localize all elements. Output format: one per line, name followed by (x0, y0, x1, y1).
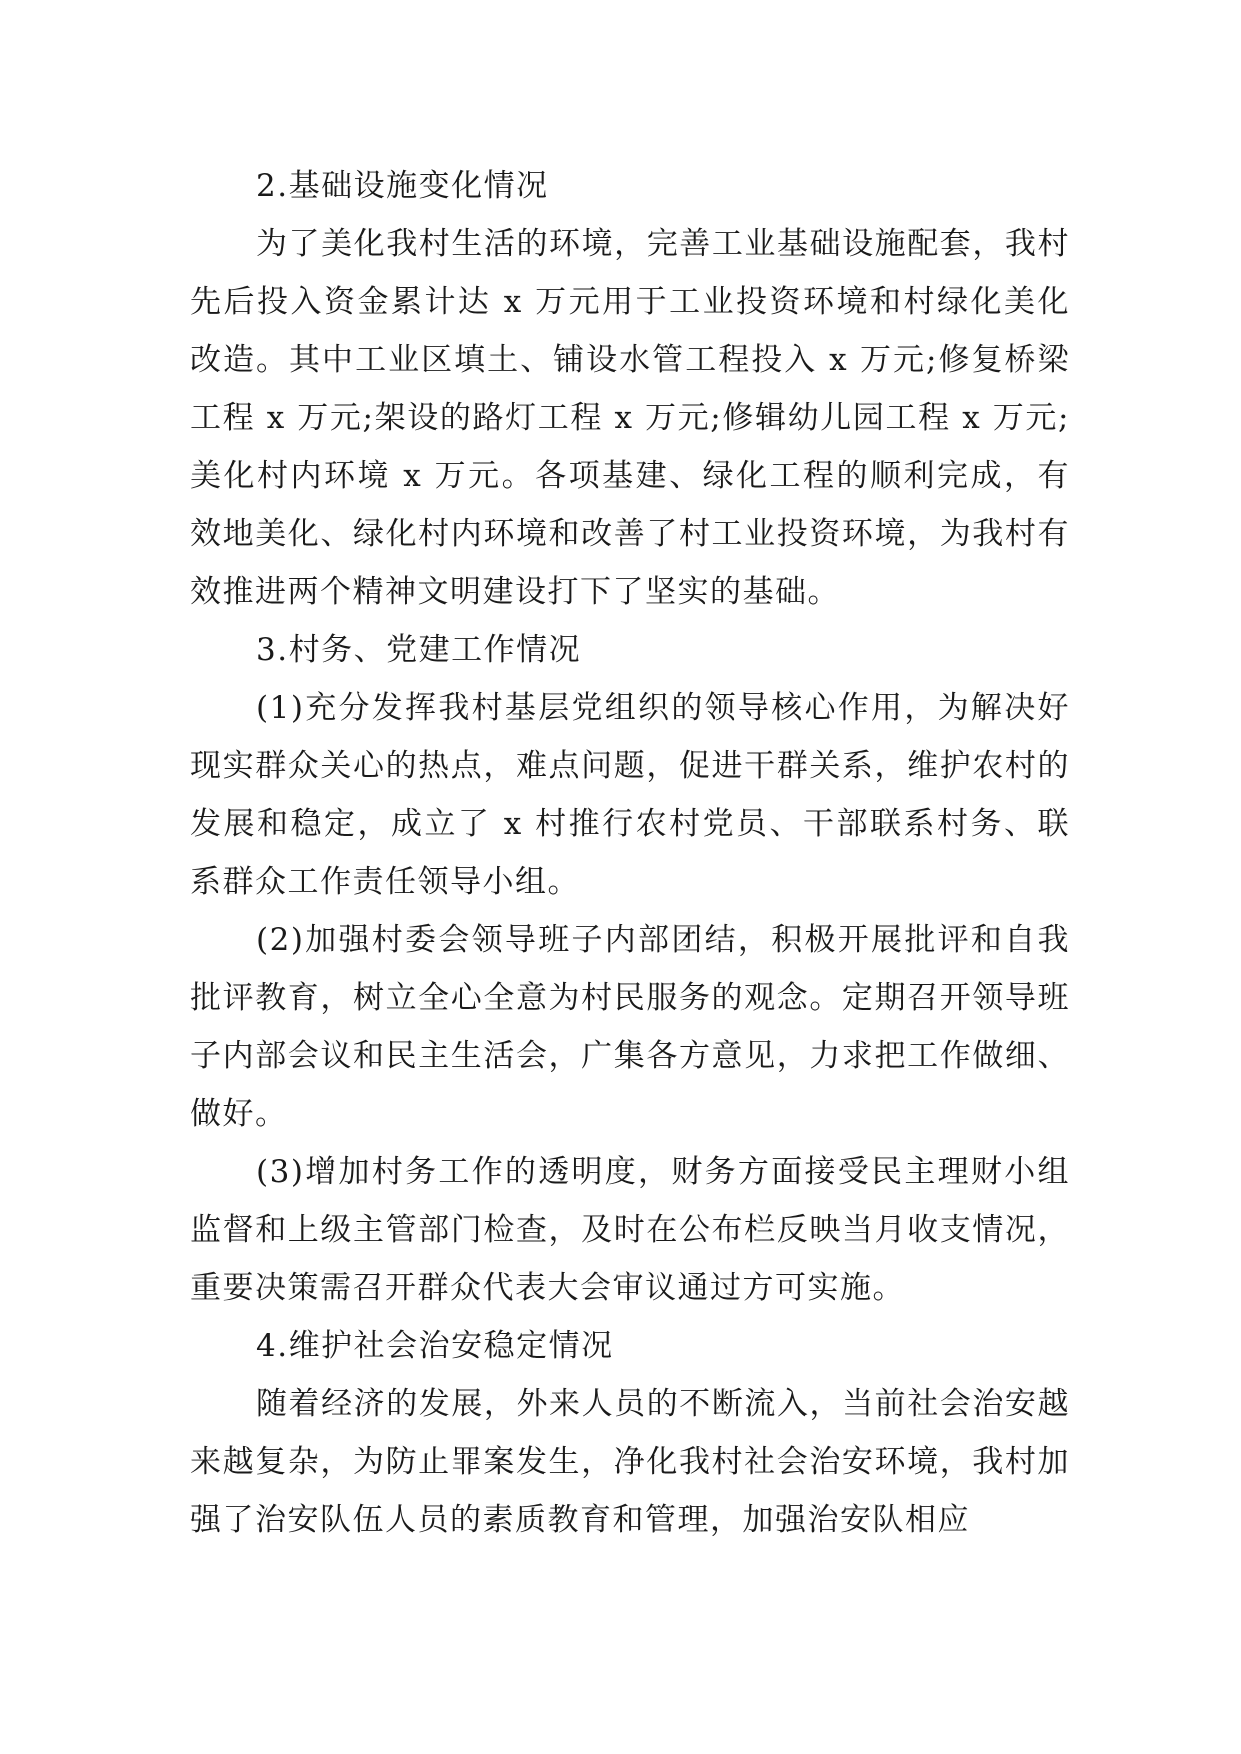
paragraph-transparency: (3)增加村务工作的透明度，财务方面接受民主理财小组监督和上级主管部门检查，及时在公布栏反映当月收支情况，重要决策需召开群众代表大会审议通过方可实施。 (190, 1154, 1070, 1306)
paragraph-infrastructure: 为了美化我村生活的环境，完善工业基础设施配套，我村先后投入资金累计达 x 万元用于工业投资环境和村绿化美化改造。其中工业区填土、铺设水管工程投入 x 万元;修复桥梁工程 x 万元;架设的路灯工程 x 万元;修辑幼儿园工程 x 万元;美化村内环境 x 万元。各项基建、绿化工程的顺利完成，有效地美化、绿化村内环境和改善了村工业投资环境，为我村有效推进两个精神文明建设打下了坚实的基础。 (190, 226, 1070, 610)
document-body (190, 157, 1070, 1549)
paragraph-public-security: 随着经济的发展，外来人员的不断流入，当前社会治安越来越复杂，为防止罪案发生，净化我村社会治安环境，我村加强了治安队伍人员的素质教育和管理，加强治安队相应 (190, 1386, 1070, 1538)
section-heading-village-affairs: 3.村务、党建工作情况 (256, 632, 582, 668)
section-heading-infrastructure: 2.基础设施变化情况 (256, 168, 549, 204)
section-heading-public-security: 4.维护社会治安稳定情况 (256, 1328, 614, 1364)
paragraph-leadership-unity: (2)加强村委会领导班子内部团结，积极开展批评和自我批评教育，树立全心全意为村民服务的观念。定期召开领导班子内部会议和民主生活会，广集各方意见，力求把工作做细、做好。 (190, 922, 1070, 1132)
paragraph-party-organization: (1)充分发挥我村基层党组织的领导核心作用，为解决好现实群众关心的热点，难点问题，促进干群关系，维护农村的发展和稳定，成立了 x 村推行农村党员、干部联系村务、联系群众工作责任领导小组。 (190, 690, 1070, 900)
